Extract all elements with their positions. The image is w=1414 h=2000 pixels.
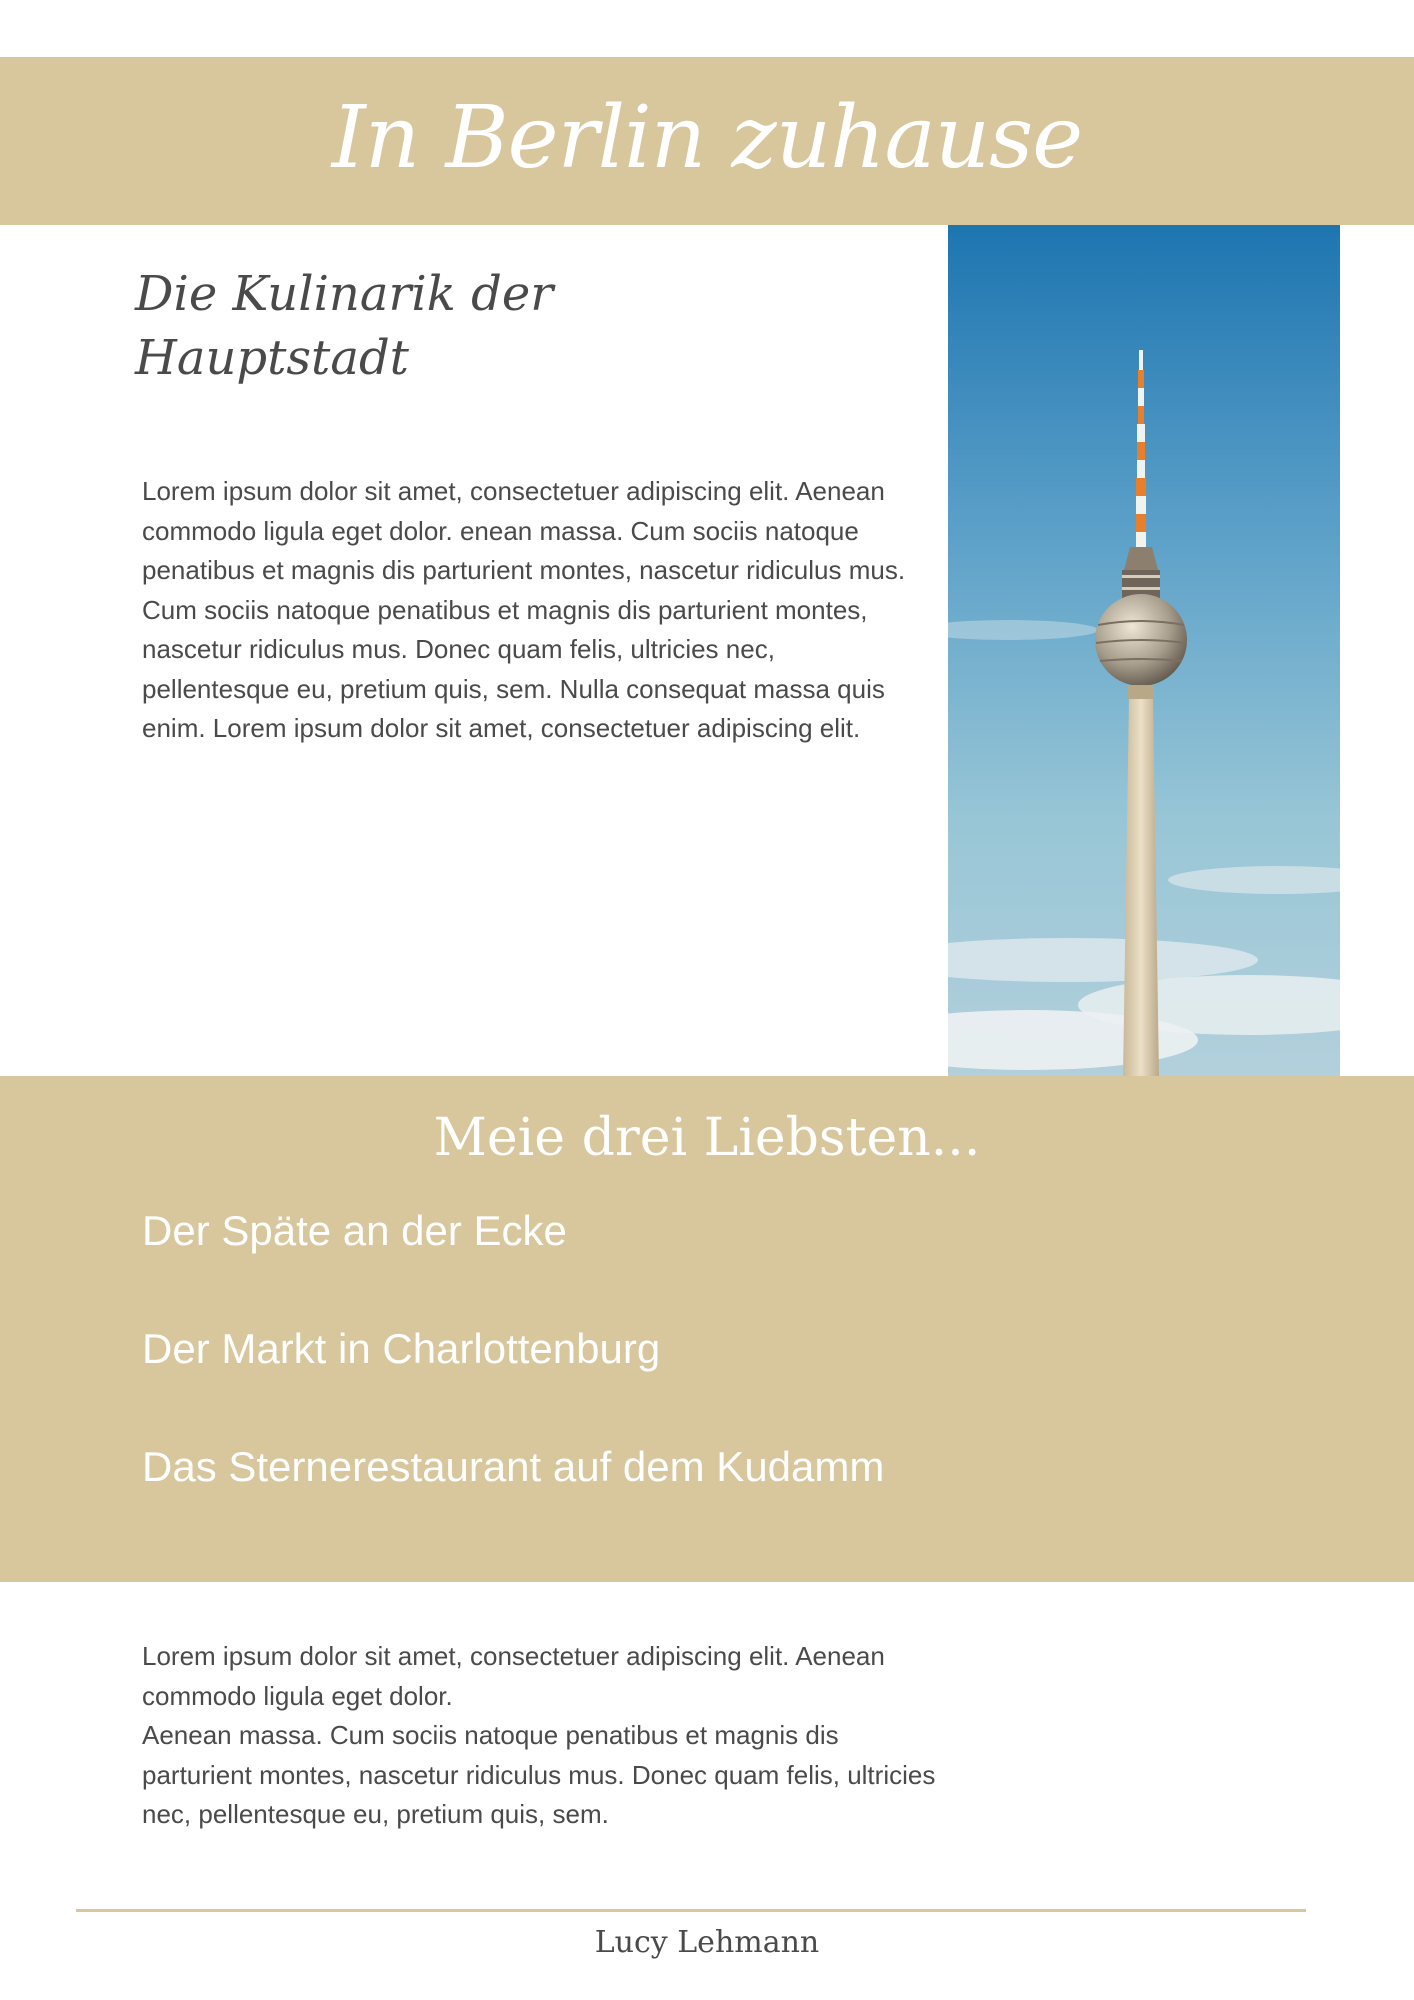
intro-text (142, 472, 922, 749)
intro-paragraph: Cum sociis natoque penatibus et magnis dis parturient montes, nascetur ridiculus mus. Donec quam felis, ultricies nec, pellentesque eu, pretium quis, sem. Nulla consequat massa quis enim. Lorem ipsum dolor sit amet, consectetuer adipiscing elit. (142, 594, 885, 743)
page-title: In Berlin zuhause (331, 88, 1083, 188)
favorites-title: Meie drei Liebsten... (433, 1108, 981, 1168)
intro-paragraph: Lorem ipsum dolor sit amet, consectetuer adipiscing elit. Aenean commodo ligula eget dolor. enean massa. Cum sociis natoque penatibus et magnis dis parturient montes, nascetur ridiculus mus. (142, 476, 906, 585)
subtitle-line-2: Hauptstadt (135, 330, 409, 386)
outro-paragraph: Lorem ipsum dolor sit amet, consectetuer adipiscing elit. Aenean commodo ligula eget dolor. (142, 1641, 885, 1711)
favorite-item: Das Sternerestaurant auf dem Kudamm (142, 1443, 885, 1490)
article-subtitle (135, 262, 695, 390)
outro-text (142, 1637, 942, 1835)
author-name: Lucy Lehmann (594, 1925, 820, 1960)
favorite-item: Der Späte an der Ecke (142, 1207, 567, 1254)
outro-paragraph: Aenean massa. Cum sociis natoque penatibus et magnis dis parturient montes, nascetur ridiculus mus. Donec quam felis, ultricies nec, pellentesque eu, pretium quis, sem. (142, 1720, 936, 1829)
tower-shaft (1123, 699, 1159, 1077)
tv-tower-photo (948, 225, 1340, 1077)
subtitle-line-1: Die Kulinarik der (135, 266, 554, 322)
favorite-item: Der Markt in Charlottenburg (142, 1325, 661, 1372)
footer-divider (76, 1909, 1306, 1912)
